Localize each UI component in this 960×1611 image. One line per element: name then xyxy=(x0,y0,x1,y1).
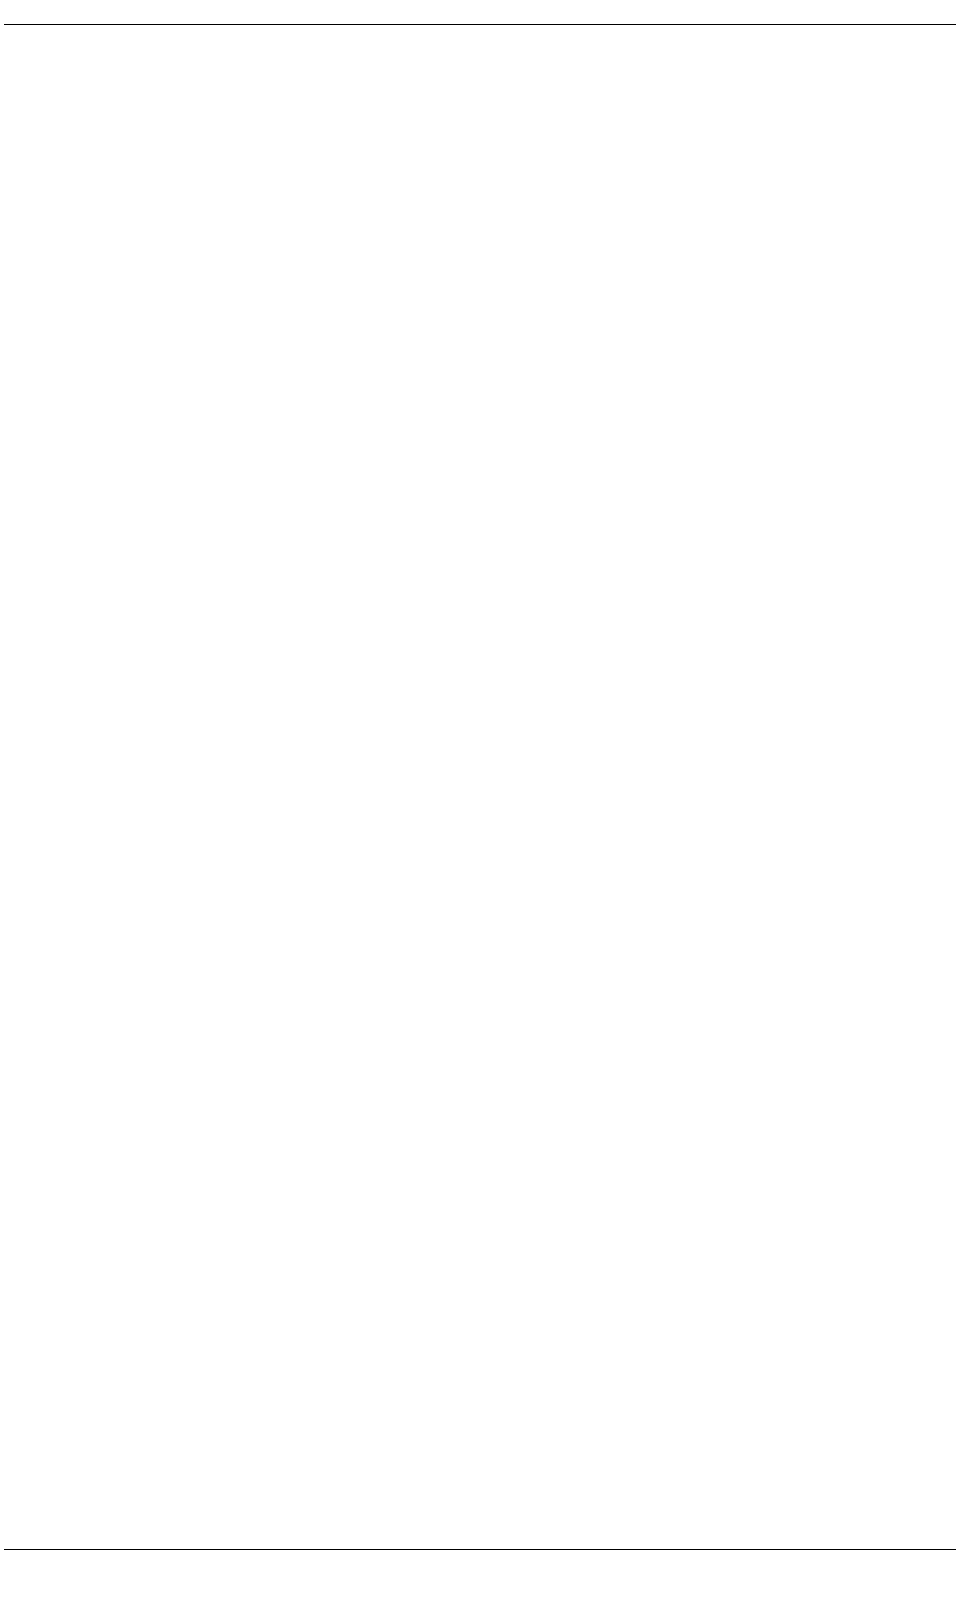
signature-lines xyxy=(8,162,952,182)
signature-captions xyxy=(8,182,952,202)
signature-labels xyxy=(8,58,952,84)
footer-rule xyxy=(4,1549,956,1550)
page-content xyxy=(8,26,952,202)
running-header xyxy=(4,0,956,25)
